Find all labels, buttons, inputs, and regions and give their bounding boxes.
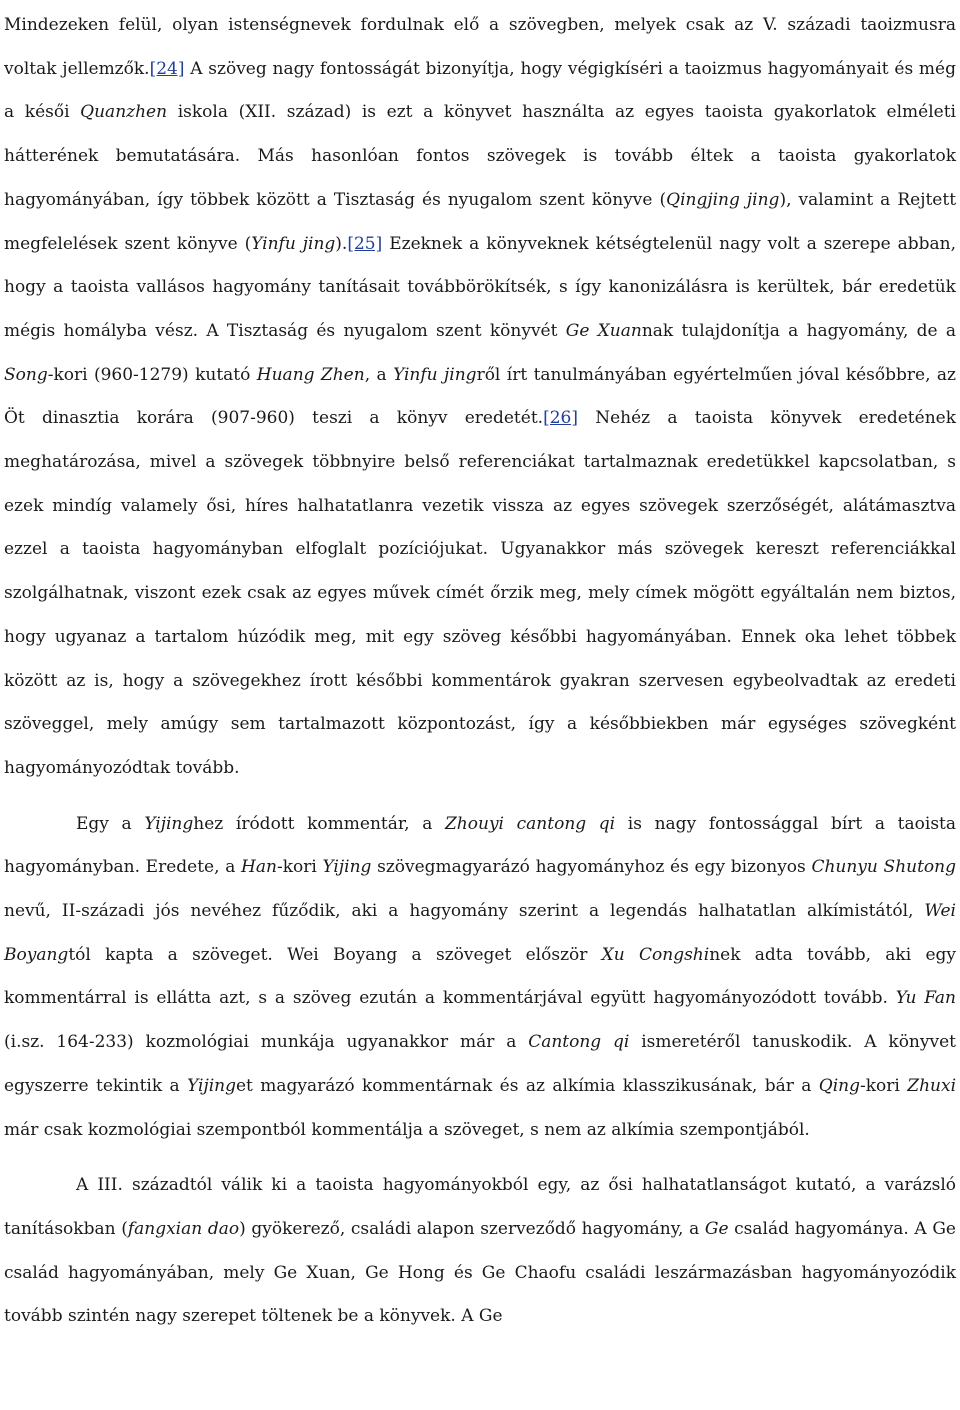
text-run: A III. századtól válik ki a taoista hagyományokból egy, az ősi halhatatlanságot kutató, a varázsló tanításokban (: [4, 1175, 956, 1239]
text-run: Nehéz a taoista könyvek eredetének meghatározása, mivel a szövegek többnyire belső referenciákat tartalmaznak eredetükkel kapcsolatban, s ezek mindíg valamely ősi, híres halhatatlanra vezetik vissza az egyes szövegek szerzőségét, alátámasztva ezzel a taoista hagyományban elfoglalt pozíciójukat. Ugyanakkor más szövegek kereszt referenciákkal szolgálhatnak, viszont ezek csak az egyes művek címét őrzik meg, mely címek mögött egyáltalán nem biztos, hogy ugyanaz a tartalom húzódik meg, mit egy szöveg későbbi hagyományában. Ennek oka lehet többek között az is, hogy a szövegekhez írott későbbi kommentárok gyakran szervesen egybeolvadtak az eredeti szöveggel, mely amúgy sem tartalmazott központozást, így a későbbiekben már egységes szövegként hagyományozódtak tovább.: [4, 408, 957, 778]
text-run: nevű, II-századi jós nevéhez fűződik, aki a hagyomány szerint a legendás halhatatlan alkímistától,: [4, 901, 925, 922]
italic-term: Xu Congshi: [601, 944, 710, 965]
italic-term: Yijing: [187, 1075, 236, 1096]
italic-term: Ge Xuan: [565, 320, 642, 341]
italic-term: Yinfu jing: [251, 233, 336, 254]
text-run: ), valamint a Rejtett megfelelések szent könyve (: [4, 189, 957, 254]
italic-term: Huang Zhen: [256, 364, 365, 385]
italic-term: Cantong qi: [528, 1032, 630, 1053]
italic-term: Han: [241, 857, 277, 878]
text-run: tól kapta a szöveget. Wei Boyang a szöveget először: [68, 944, 602, 965]
footnote-reference-link[interactable]: [26]: [543, 408, 578, 429]
text-run: ről írt tanulmányában egyértelműen jóval későbbre, az Öt dinasztia korára (907-960) teszi a könyv eredetét.: [4, 364, 956, 429]
text-run: , a: [364, 364, 394, 385]
text-run: A szöveg nagy fontosságát bizonyítja, hogy végigkíséri a taoizmus hagyományait és még a késői: [4, 58, 956, 123]
text-run: Egy a: [76, 813, 145, 834]
text-run: Ezeknek a könyveknek kétségtelenül nagy volt a szerepe abban, hogy a taoista vallásos hagyomány tanításait továbbörökítsék, s így kanonizálásra is kerültek, bár eredetük mégis homályba vész. A Tisztaság és nyugalom szent könyvét: [4, 233, 956, 341]
text-run: Mindezeken felül, olyan istenségnevek fordulnak elő a szövegben, melyek csak az V. századi taoizmusra voltak jellemzők.: [4, 15, 956, 79]
paragraph-2: [4, 803, 956, 1153]
paragraph-1: [4, 4, 956, 791]
text-run: már csak kozmológiai szempontból kommentálja a szöveget, s nem az alkímia szempontjából.: [4, 1119, 810, 1140]
italic-term: Zhuxi: [907, 1075, 956, 1096]
document-body: [4, 4, 956, 1351]
italic-term: fangxian dao: [127, 1218, 240, 1239]
italic-term: Yinfu jing: [393, 364, 477, 385]
italic-term: Zhouyi cantong qi: [445, 813, 616, 834]
text-run: -kori (960-1279) kutató: [47, 364, 257, 385]
footnote-reference-link[interactable]: [24]: [149, 58, 185, 79]
italic-term: Wei Boyang: [4, 901, 956, 965]
italic-term: Chunyu Shutong: [811, 857, 956, 878]
italic-term: Qing: [818, 1075, 861, 1096]
text-run: (i.sz. 164-233) kozmológiai munkája ugyanakkor már a: [4, 1032, 529, 1053]
italic-term: Yijing: [144, 813, 194, 834]
footnote-reference-link[interactable]: [25]: [347, 233, 383, 254]
text-run: iskola (XII. század) is ezt a könyvet használta az egyes taoista gyakorlatok elméleti hátterének bemutatására. Más hasonlóan fontos szövegek is tovább éltek a taoista gyakorlatok hagyományában, így többek között a Tisztaság és nyugalom szent könyve (: [4, 102, 956, 210]
text-run: szövegmagyarázó hagyományhoz és egy bizonyos: [371, 857, 812, 878]
italic-term: Yu Fan: [895, 988, 957, 1009]
italic-term: Ge: [704, 1218, 729, 1239]
paragraph-3: [4, 1164, 956, 1339]
text-run: hez íródott kommentár, a: [193, 813, 445, 834]
text-run: nek adta tovább, aki egy kommentárral is ellátta azt, s a szöveg ezután a kommentárjával együtt hagyományozódott tovább.: [4, 944, 956, 1009]
text-run: is nagy fontossággal bírt a taoista hagyományban. Eredete, a: [4, 813, 957, 878]
italic-term: Yijing: [322, 857, 372, 878]
text-run: nak tulajdonítja a hagyomány, de a: [641, 320, 957, 341]
text-run: ismeretéről tanuskodik. A könyvet egyszerre tekintik a: [4, 1032, 956, 1096]
text-run: család hagyománya. A Ge család hagyományában, mely Ge Xuan, Ge Hong és Ge Chaofu családi leszármazásban hagyományozódik tovább szintén nagy szerepet töltenek be a könyvek. A Ge: [4, 1218, 956, 1327]
text-run: ).: [335, 233, 348, 254]
text-run: ) gyökerező, családi alapon szerveződő hagyomány, a: [239, 1218, 705, 1239]
text-run: -kori: [860, 1075, 908, 1096]
italic-term: Qingjing jing: [666, 189, 780, 210]
italic-term: Song: [4, 364, 48, 385]
text-run: -kori: [276, 857, 323, 878]
text-run: et magyarázó kommentárnak és az alkímia klasszikusának, bár a: [235, 1075, 819, 1096]
italic-term: Quanzhen: [80, 102, 168, 123]
